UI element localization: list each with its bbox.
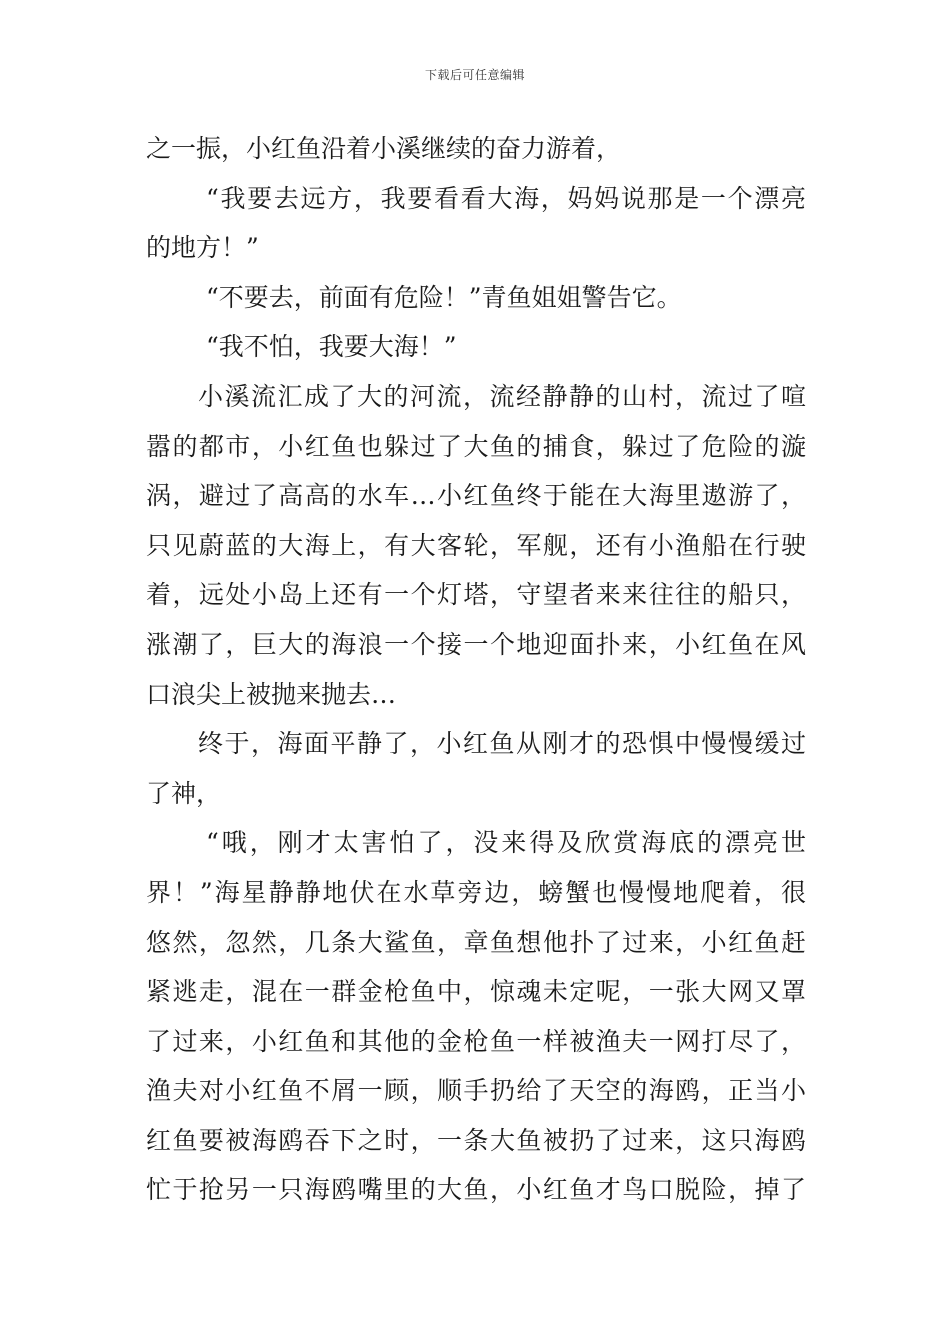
- text-line: “不要去，前面有危险！”青鱼姐姐警告它。: [206, 282, 682, 312]
- page-header: 下载后可任意编辑: [424, 68, 525, 82]
- text-line: 涨潮了，巨大的海浪一个接一个地迎面扑来，小红鱼在风: [146, 629, 806, 659]
- text-line: 只见蔚蓝的大海上，有大客轮，军舰，还有小渔船在行驶: [146, 530, 806, 560]
- text-line: 紧逃走，混在一群金枪鱼中，惊魂未定呢，一张大网又罩: [146, 977, 806, 1007]
- text-line: 的地方！”: [146, 233, 259, 263]
- text-line: 悠然，忽然，几条大鲨鱼，章鱼想他扑了过来，小红鱼赶: [146, 927, 806, 957]
- text-line: 嚣的都市，小红鱼也躲过了大鱼的捕食，躲过了危险的漩: [146, 431, 806, 461]
- text-line: 之一振，小红鱼沿着小溪继续的奋力游着，: [146, 134, 622, 163]
- text-line: 终于，海面平静了，小红鱼从刚才的恐惧中慢慢缓过: [198, 729, 806, 759]
- text-line: 忙于抢另一只海鸥嘴里的大鱼，小红鱼才鸟口脱险，掉了: [146, 1175, 806, 1205]
- text-line: 渔夫对小红鱼不屑一顾，顺手扔给了天空的海鸥，正当小: [146, 1076, 806, 1106]
- text-line: “我不怕，我要大海！”: [206, 332, 457, 362]
- body-text: [146, 124, 806, 1215]
- text-line: 界！”海星静静地伏在水草旁边，螃蟹也慢慢地爬着，很: [146, 877, 806, 907]
- text-line: 小溪流汇成了大的河流，流经静静的山村，流过了喧: [198, 381, 806, 411]
- text-line: 了神，: [146, 778, 222, 808]
- text-line: 口浪尖上被抛来抛去…: [146, 679, 397, 709]
- text-line: 红鱼要被海鸥吞下之时，一条大鱼被扔了过来，这只海鸥: [146, 1125, 806, 1155]
- text-line: 着，远处小岛上还有一个灯塔，守望者来来往往的船只，: [146, 580, 806, 610]
- text-line: “我要去远方，我要看看大海，妈妈说那是一个漂亮: [206, 183, 806, 213]
- text-line: 涡，避过了高高的水车…小红鱼终于能在大海里遨游了，: [146, 481, 806, 511]
- text-line: 了过来，小红鱼和其他的金枪鱼一样被渔夫一网打尽了，: [146, 1026, 806, 1056]
- text-line: “哦，刚才太害怕了，没来得及欣赏海底的漂亮世: [206, 828, 806, 858]
